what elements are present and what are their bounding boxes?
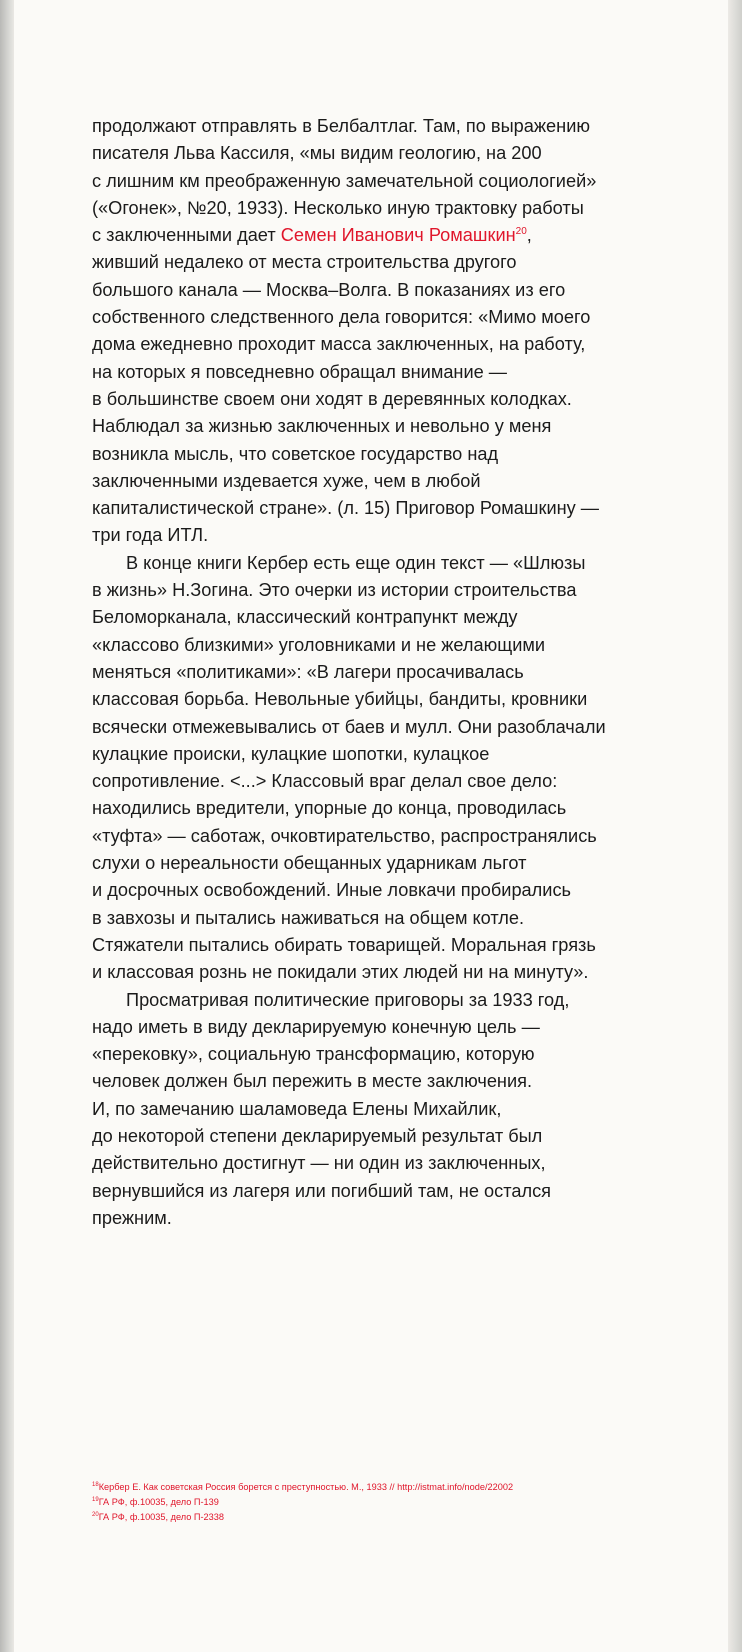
text-line: в завхозы и пытались наживаться на общем котле. xyxy=(92,907,525,928)
page-binding-shadow xyxy=(0,0,14,1652)
footnote-text: Кербер Е. Как советская Россия борется с преступностью. М., 1933 // http://istmat.info/node/22002 xyxy=(98,1482,514,1492)
text-line-with-name xyxy=(92,222,652,249)
text-line: до некоторой степени декларируемый результат был xyxy=(92,1125,543,1146)
footnote xyxy=(92,1510,652,1525)
footnote-number: 20 xyxy=(92,1511,99,1518)
text-line: продолжают отправлять в Белбалтлаг. Там, по выражению xyxy=(92,116,591,136)
text-line: находились вредители, упорные до конца, проводилась xyxy=(92,798,567,819)
text-line: человек должен был пережить в месте заключения. xyxy=(92,1071,533,1092)
footnote-text: ГА РФ, ф.10035, дело П-2338 xyxy=(98,1512,225,1522)
text-line: прежним. xyxy=(92,1207,172,1228)
text-line: живший недалеко от места строительства другого xyxy=(92,252,517,273)
text-line: капиталистической стране». (л. 15) Приговор Ромашкину — xyxy=(92,498,599,519)
text-line: И, по замечанию шаламоведа Елены Михайлик, xyxy=(92,1098,502,1119)
text-segment: , xyxy=(526,225,532,246)
text-line: Беломорканала, классический контрапункт между xyxy=(92,607,518,628)
text-line: надо иметь в виду декларируемую конечную цель — xyxy=(92,1016,540,1037)
footnotes xyxy=(92,1480,652,1525)
text-line: всячески отмежевывались от баев и мулл. Они разоблачали xyxy=(92,716,606,737)
footnote xyxy=(92,1480,652,1495)
footnote xyxy=(92,1495,652,1510)
text-segment: с заключенными дает xyxy=(92,225,281,246)
text-line: собственного следственного дела говорится: «Мимо моего xyxy=(92,307,591,328)
text-line: («Огонек», №20, 1933). Несколько иную трактовку работы xyxy=(92,197,584,218)
text-line: меняться «политиками»: «В лагери просачивалась xyxy=(92,661,524,682)
text-line: Наблюдал за жизнью заключенных и невольно у меня xyxy=(92,416,552,437)
footnote-number: 19 xyxy=(92,1496,99,1503)
text-line: кулацкие происки, кулацкие шопотки, кулацкое xyxy=(92,743,490,764)
person-name: Семен Иванович Ромашкин xyxy=(280,225,516,246)
footnote-text: ГА РФ, ф.10035, дело П-139 xyxy=(98,1497,219,1507)
text-line: «классово близкими» уголовниками и не желающими xyxy=(92,634,546,655)
text-line: в жизнь» Н.Зогина. Это очерки из истории строительства xyxy=(92,580,577,601)
footnote-ref: 20 xyxy=(515,226,527,238)
text-line: с лишним км преображенную замечательной социологией» xyxy=(92,170,597,191)
body-text xyxy=(92,113,652,1232)
paragraph-start: Просматривая политические приговоры за 1933 год, xyxy=(126,989,570,1010)
text-line: и классовая рознь не покидали этих людей ни на минуту». xyxy=(92,962,589,983)
footnote-number: 18 xyxy=(92,1481,99,1488)
text-line: сопротивление. <...> Классовый враг делал свое дело: xyxy=(92,771,558,792)
text-line: на которых я повседневно обращал внимание — xyxy=(92,361,507,382)
text-line: возникла мысль, что советское государство над xyxy=(92,443,499,464)
text-line: дома ежедневно проходит масса заключенных, на работу, xyxy=(92,334,586,355)
text-line: «перековку», социальную трансформацию, которую xyxy=(92,1044,535,1065)
text-line: действительно достигнут — ни один из заключенных, xyxy=(92,1153,546,1174)
text-line: «туфта» — саботаж, очковтирательство, распространялись xyxy=(92,825,597,846)
text-line: три года ИТЛ. xyxy=(92,525,209,546)
text-line: вернувшийся из лагеря или погибший там, не остался xyxy=(92,1180,552,1201)
highlighted-name xyxy=(281,225,527,245)
text-line: большого канала — Москва–Волга. В показаниях из его xyxy=(92,279,566,300)
text-line: в большинстве своем они ходят в деревянных колодках. xyxy=(92,388,572,409)
text-line: и досрочных освобождений. Иные ловкачи пробирались xyxy=(92,880,572,901)
text-line: Стяжатели пытались обирать товарищей. Моральная грязь xyxy=(92,934,596,955)
text-line: писателя Льва Кассиля, «мы видим геологию, на 200 xyxy=(92,143,542,164)
text-line: слухи о нереальности обещанных ударникам льгот xyxy=(92,853,527,874)
page-right-edge xyxy=(728,0,742,1652)
text-line: классовая борьба. Невольные убийцы, бандиты, кровники xyxy=(92,689,588,710)
paragraph-start: В конце книги Кербер есть еще один текст — «Шлюзы xyxy=(126,552,586,573)
text-line: заключенными издевается хуже, чем в любой xyxy=(92,470,481,491)
